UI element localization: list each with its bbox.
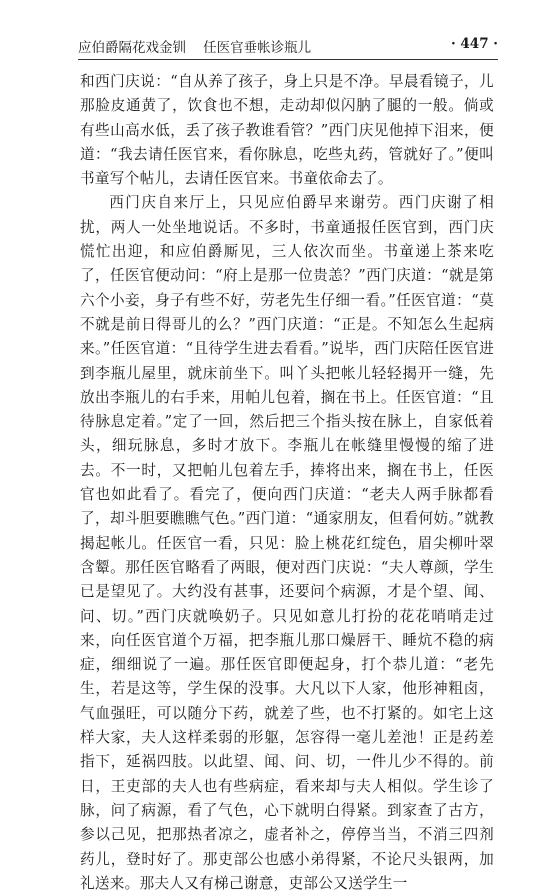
header-rule bbox=[78, 59, 498, 60]
paragraph-main: 西门庆自来厅上，只见应伯爵早来谢劳。西门庆谢了相扰，两人一处坐地说话。不多时，书童通报任医官到，西门庆慌忙出迎，和应伯爵厮见，三人依次而坐。书童递上茶来吃了，任医官便动问：“府上是那一位贵恙？”西门庆道：“就是第六个小妾，身子有些不好，劳老先生仔细一看。”任医官道：“莫不就是前日得哥儿的么？”西门庆道：“正是。不知怎么生起病来。”任医官道：“且待学生进去看看。”说毕，西门庆陪任医官进到李瓶儿屋里，就床前坐下。叫丫头把帐儿轻轻揭开一缝，先放出李瓶儿的右手来，用帕儿包着，搁在书上。任医官道：“且待脉息定着。”定了一回，然后把三个指头按在脉上，自家低着头，细玩脉息，多时才放下。李瓶儿在帐缝里慢慢的缩了进去。不一时，又把帕儿包着左手，捧将出来，搁在书上，任医官也如此看了。看完了，便向西门庆道：“老夫人两手脉都看了，却斗胆要瞧瞧气色。”西门道：“通家朋友，但看何妨。”就教揭起帐儿。任医官一看，只见：脸上桃花红绽色，眉尖柳叶翠含颦。那任医官略看了两眼，便对西门庆说：“夫人尊颜，学生已是望见了。大约没有甚事，还要问个病源，才是个望、闻、问、切。”西门庆就唤奶子。只见如意儿打扮的花花哨哨走过来，向任医官道个万福，把李瓶儿那口燥唇干、睡炕不稳的病症，细细说了一遍。那任医官即便起身，打个恭儿道：“老先生，若是这等，学生保的没事。大凡以下人家，他形神粗卤，气血强旺，可以随分下药，就差了些，也不打紧的。如宅上这样大家，夫人这样柔弱的形躯，怎容得一毫儿差池！正是药差指下，延祸四肢。以此望、闻、问、切，一件儿少不得的。前日，王吏部的夫人也有些病症，看来却与夫人相似。学生诊了脉，问了病源，看了气色，心下就明白得紧。到家查了古方，参以己见，把那热者凉之，虚者补之，停停当当，不消三四剂药儿，登时好了。那吏部公也感小弟得紧，不论尺头银两，加礼送来。那夫人又有梯己谢意，吏部公又送学生一 bbox=[80, 194, 494, 892]
page-number: · 447 · bbox=[451, 36, 498, 52]
paragraph-continuation: 和西门庆说：“自从养了孩子，身上只是不净。早晨看镜子，儿那脸皮通黄了，饮食也不想，走动却似闪肭了腿的一般。倘或有些山高水低，丢了孩子教谁看管？”西门庆见他掉下泪来，便道：“我去请任医官来，看你脉息，吃些丸药，管就好了。”便叫书童写个帖儿，去请任医官来。书童依命去了。 bbox=[80, 73, 494, 188]
running-header bbox=[78, 36, 498, 58]
body-text bbox=[80, 70, 494, 896]
header-chapter-title: 应伯爵隔花戏金钏 任医官垂帐诊瓶儿 bbox=[78, 40, 312, 56]
